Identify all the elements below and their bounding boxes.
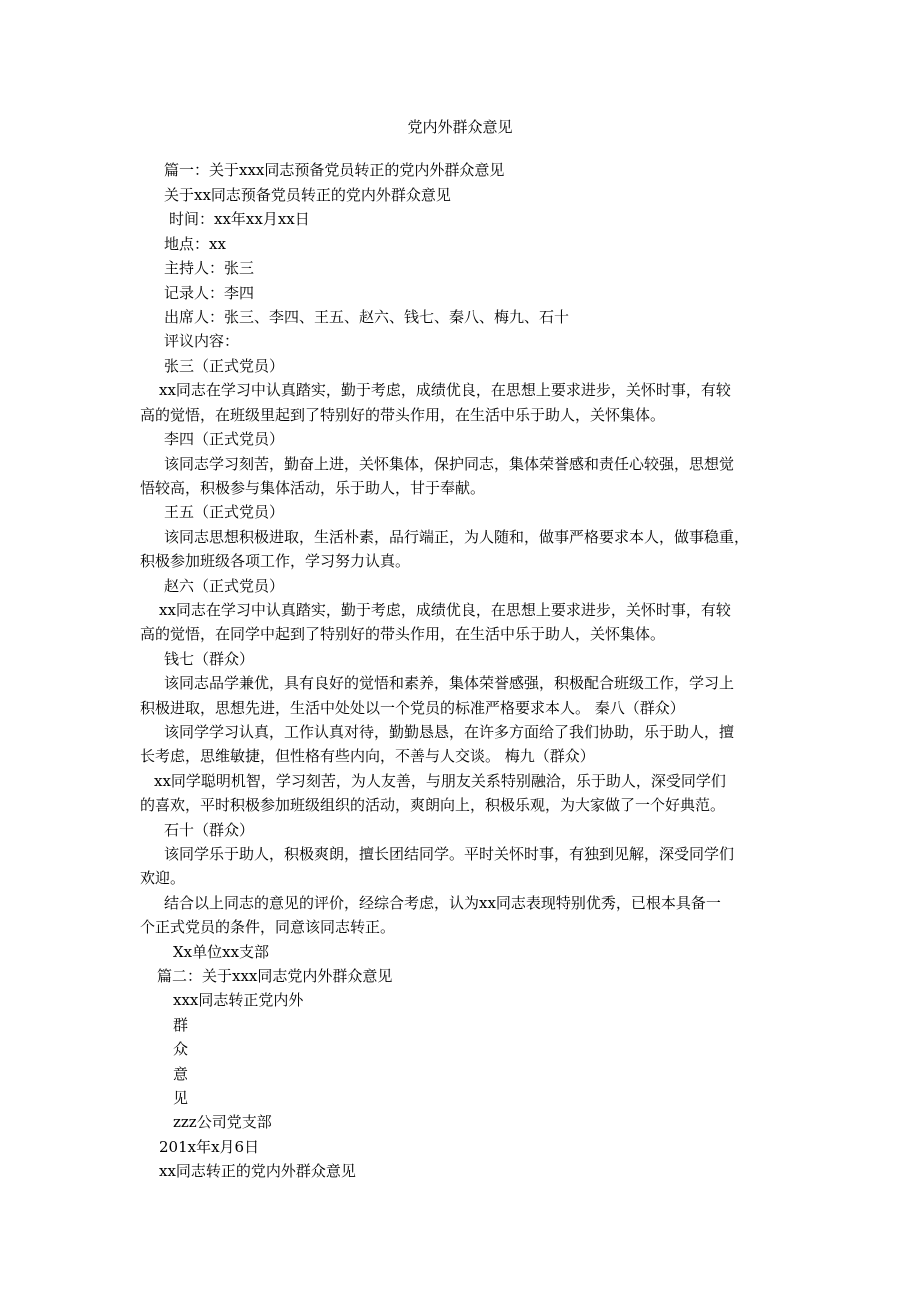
text-line: 积极参加班级各项工作，学习努力认真。: [140, 552, 411, 570]
text-line: 群: [173, 1016, 189, 1034]
text-line: 该同学乐于助人，积极爽朗，擅长团结同学。平时关怀时事，有独到见解，深受同学们: [164, 845, 735, 863]
text-line: xx同学聪明机智，学习刻苦，为人友善，与朋友关系特别融洽，乐于助人，深受同学们: [154, 772, 726, 790]
text-line: xx同志转正的党内外群众意见: [159, 1162, 356, 1180]
text-line: 篇二：关于xxx同志党内外群众意见: [157, 967, 393, 985]
text-line: 众: [173, 1040, 189, 1058]
text-line: 出席人：张三、李四、王五、赵六、钱七、秦八、梅九、石十: [164, 308, 570, 326]
text-line: 关于xx同志预备党员转正的党内外群众意见: [164, 186, 451, 204]
text-line: 篇一：关于xxx同志预备党员转正的党内外群众意见: [164, 161, 505, 179]
text-line: 评议内容：: [164, 332, 240, 350]
text-line: 见: [173, 1089, 189, 1107]
text-line: 的喜欢，平时积极参加班级组织的活动，爽朗向上，积极乐观，为大家做了一个好典范。: [140, 796, 726, 814]
text-line: 地点：xx: [164, 235, 226, 253]
text-line: 王五（正式党员）: [164, 503, 285, 521]
text-line: 该同志思想积极进取，生活朴素，品行端正，为人随和，做事严格要求本人，做事稳重，: [164, 528, 750, 546]
text-line: 个正式党员的条件，同意该同志转正。: [140, 918, 396, 936]
text-line: 时间：xx年xx月xx日: [169, 210, 310, 228]
text-line: 高的觉悟，在同学中起到了特别好的带头作用，在生活中乐于助人，关怀集体。: [140, 625, 666, 643]
text-line: 欢迎。: [140, 869, 186, 887]
document-title: 党内外群众意见: [407, 118, 513, 136]
text-line: 张三（正式党员）: [164, 357, 285, 375]
text-line: 结合以上同志的意见的评价，经综合考虑，认为xx同志表现特别优秀，已根本具备一: [164, 894, 721, 912]
text-line: 钱七（群众）: [164, 650, 255, 668]
text-line: 该同学学习认真，工作认真对待，勤勤恳恳，在许多方面给了我们协助，乐于助人，擅: [164, 723, 735, 741]
text-line: 悟较高，积极参与集体活动，乐于助人，甘于奉献。: [140, 479, 486, 497]
text-line: 该同志品学兼优，具有良好的觉悟和素养，集体荣誉感强，积极配合班级工作，学习上: [164, 674, 735, 692]
text-line: 高的觉悟，在班级里起到了特别好的带头作用，在生活中乐于助人，关怀集体。: [140, 406, 666, 424]
text-line: xx同志在学习中认真踏实，勤于考虑，成绩优良，在思想上要求进步，关怀时事，有较: [159, 601, 731, 619]
text-line: Xx单位xx支部: [173, 943, 270, 961]
text-line: 赵六（正式党员）: [164, 577, 285, 595]
text-line: 主持人：张三: [164, 259, 255, 277]
text-line: 积极进取，思想先进，生活中处处以一个党员的标准严格要求本人。 秦八（群众）: [140, 699, 685, 717]
text-line: 石十（群众）: [164, 821, 255, 839]
text-line: 李四（正式党员）: [164, 430, 285, 448]
text-line: 该同志学习刻苦，勤奋上进，关怀集体，保护同志，集体荣誉感和责任心较强，思想觉: [164, 455, 735, 473]
text-line: 长考虑，思维敏捷，但性格有些内向，不善与人交谈。 梅九（群众）: [140, 747, 595, 765]
text-line: 意: [173, 1065, 189, 1083]
text-line: 201x年x月6日: [159, 1138, 260, 1156]
text-line: zzz公司党支部: [173, 1113, 272, 1131]
text-line: xx同志在学习中认真踏实，勤于考虑，成绩优良，在思想上要求进步，关怀时事，有较: [159, 381, 731, 399]
text-line: xxx同志转正党内外: [173, 991, 304, 1009]
text-line: 记录人：李四: [164, 284, 255, 302]
